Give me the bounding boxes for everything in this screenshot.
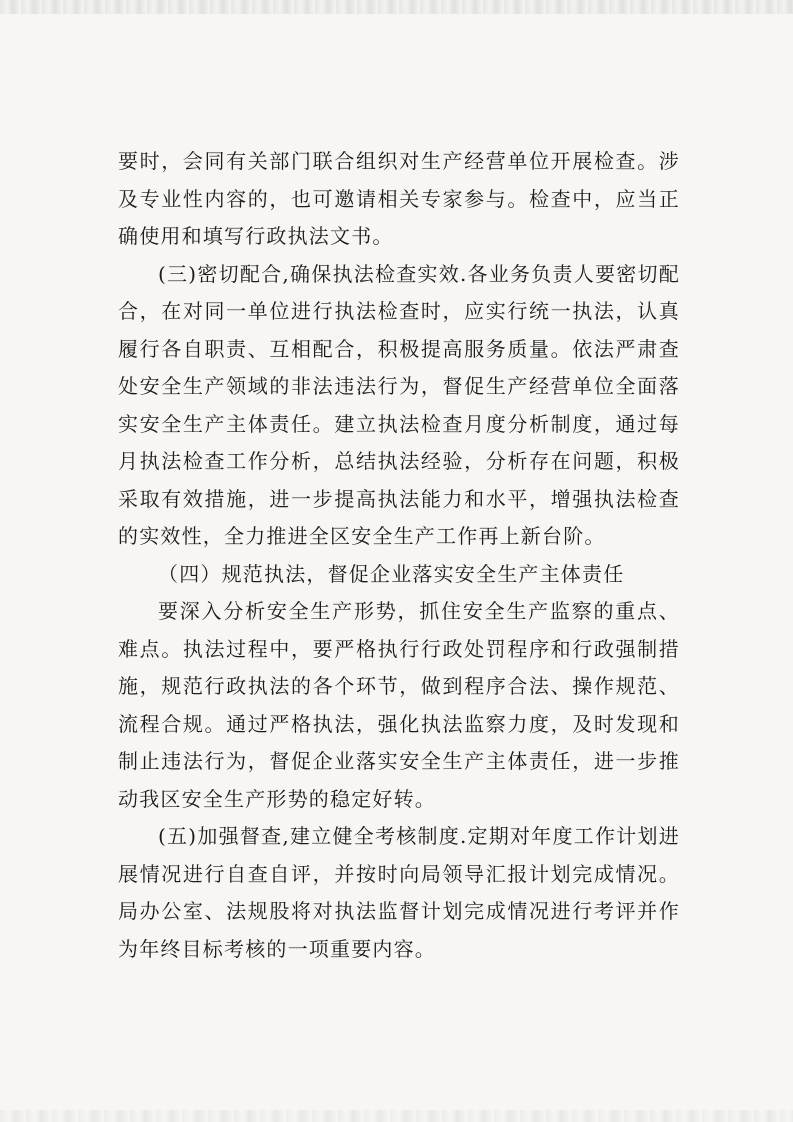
paragraph-section-five: (五)加强督查,建立健全考核制度.定期对年度工作计划进展情况进行自查自评，并按时向局领导汇报计划完成情况。局办公室、法规股将对执法监督计划完成情况进行考评并作为年终目标考核的一项重要内容。 xyxy=(118,824,680,961)
scan-edge-bottom xyxy=(0,1110,793,1122)
document-body xyxy=(118,143,680,968)
section-heading-four: （四）规范执法，督促企业落实安全生产主体责任 xyxy=(158,561,625,586)
paragraph-continued: 要时，会同有关部门联合组织对生产经营单位开展检查。涉及专业性内容的，也可邀请相关专家参与。检查中，应当正确使用和填写行政执法文书。 xyxy=(118,149,680,248)
paragraph-section-four: 要深入分析安全生产形势，抓住安全生产监察的重点、难点。执法过程中，要严格执行行政处罚程序和行政强制措施，规范行政执法的各个环节，做到程序合法、操作规范、流程合规。通过严格执法，强化执法监察力度，及时发现和制止违法行为，督促企业落实安全生产主体责任，进一步推动我区安全生产形势的稳定好转。 xyxy=(118,599,680,811)
scan-edge-top xyxy=(0,0,793,14)
paragraph-section-three: (三)密切配合,确保执法检查实效.各业务负责人要密切配合，在对同一单位进行执法检查时，应实行统一执法，认真履行各自职责、互相配合，积极提高服务质量。依法严肃查处安全生产领域的非法违法行为，督促生产经营单位全面落实安全生产主体责任。建立执法检查月度分析制度，通过每月执法检查工作分析，总结执法经验，分析存在问题，积极采取有效措施，进一步提高执法能力和水平，增强执法检查的实效性，全力推进全区安全生产工作再上新台阶。 xyxy=(118,261,680,548)
